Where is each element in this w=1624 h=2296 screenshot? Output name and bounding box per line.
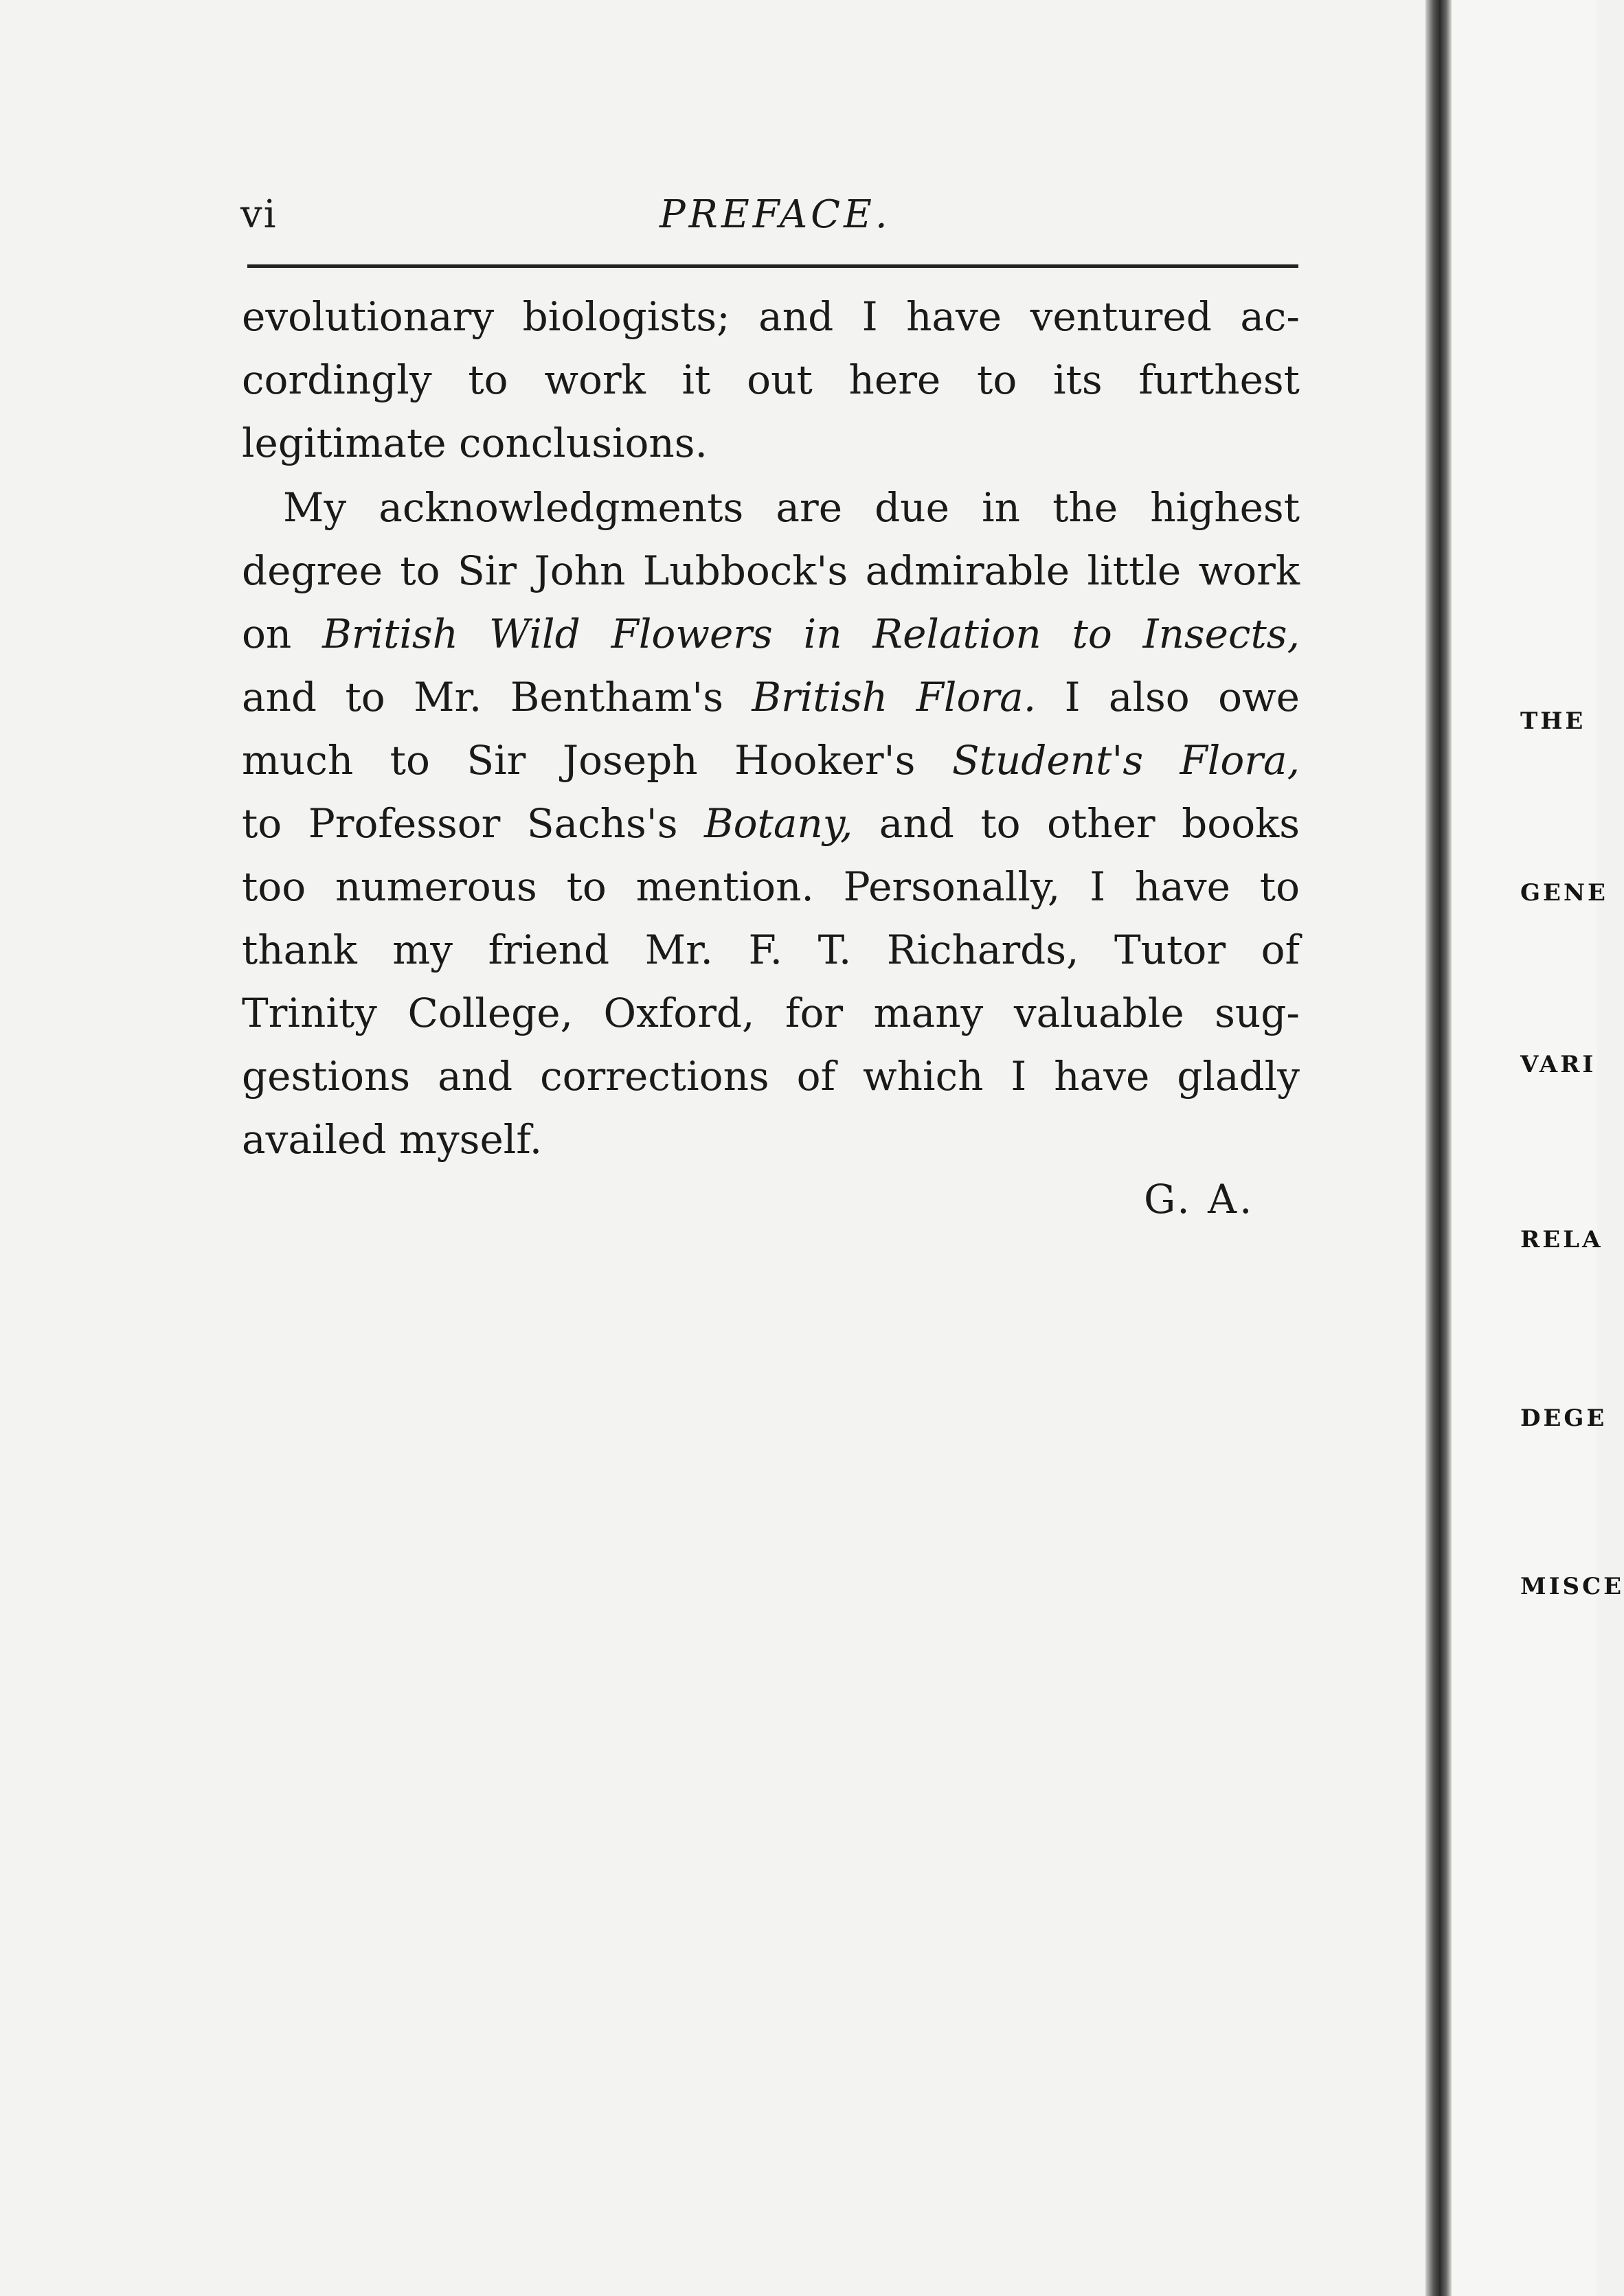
facing-page-word: MISCE [1520,1573,1624,1600]
text-fragment: and to other books [879,800,1300,847]
text-fragment: on [242,611,292,657]
text-line: legitimate conclusions. [242,420,708,466]
right-page-edge [1452,0,1597,2296]
text-line: evolutionary biologists; and I have ventured ac- [242,293,1300,340]
text-line: degree to Sir John Lubbock's admirable little work [242,547,1300,594]
text-line: too numerous to mention. Personally, I have to [242,863,1300,910]
running-head [240,185,1298,247]
header-rule [247,264,1298,268]
text-line [242,729,1300,792]
facing-page-word: VARI [1520,1051,1597,1078]
author-signature: G. A. [1144,1176,1255,1223]
facing-page-word: RELA [1520,1226,1603,1253]
facing-page-word: THE [1520,707,1586,735]
text-line [242,792,1300,855]
page-number: vi [240,192,278,237]
text-line: availed myself. [242,1116,543,1163]
book-title-bentham: British Flora. [752,674,1037,720]
facing-page-word: DEGE [1520,1405,1608,1432]
book-title-hooker: Student's Flora, [951,737,1300,784]
text-fragment: and to Mr. Bentham's [242,674,723,720]
text-line: gestions and corrections of which I have gladly [242,1053,1300,1100]
preface-text [242,285,1300,1171]
text-fragment: much to Sir Joseph Hooker's [242,737,916,784]
text-line: thank my friend Mr. F. T. Richards, Tutor of [242,927,1300,973]
book-gutter [1425,0,1452,2296]
text-fragment: I also owe [1064,674,1300,720]
text-line: Trinity College, Oxford, for many valuable sug- [242,990,1300,1036]
text-line [242,602,1300,666]
book-title-sachs: Botany, [703,800,853,847]
text-line: cordingly to work it out here to its furthest [242,356,1300,403]
page-title: PREFACE. [659,192,891,237]
book-title-lubbock: British Wild Flowers in Relation to Insects, [322,611,1300,657]
text-line [242,666,1300,729]
text-line: My acknowledgments are due in the highest [283,484,1300,531]
text-fragment: to Professor Sachs's [242,800,678,847]
facing-page-word: GENE [1520,879,1608,907]
